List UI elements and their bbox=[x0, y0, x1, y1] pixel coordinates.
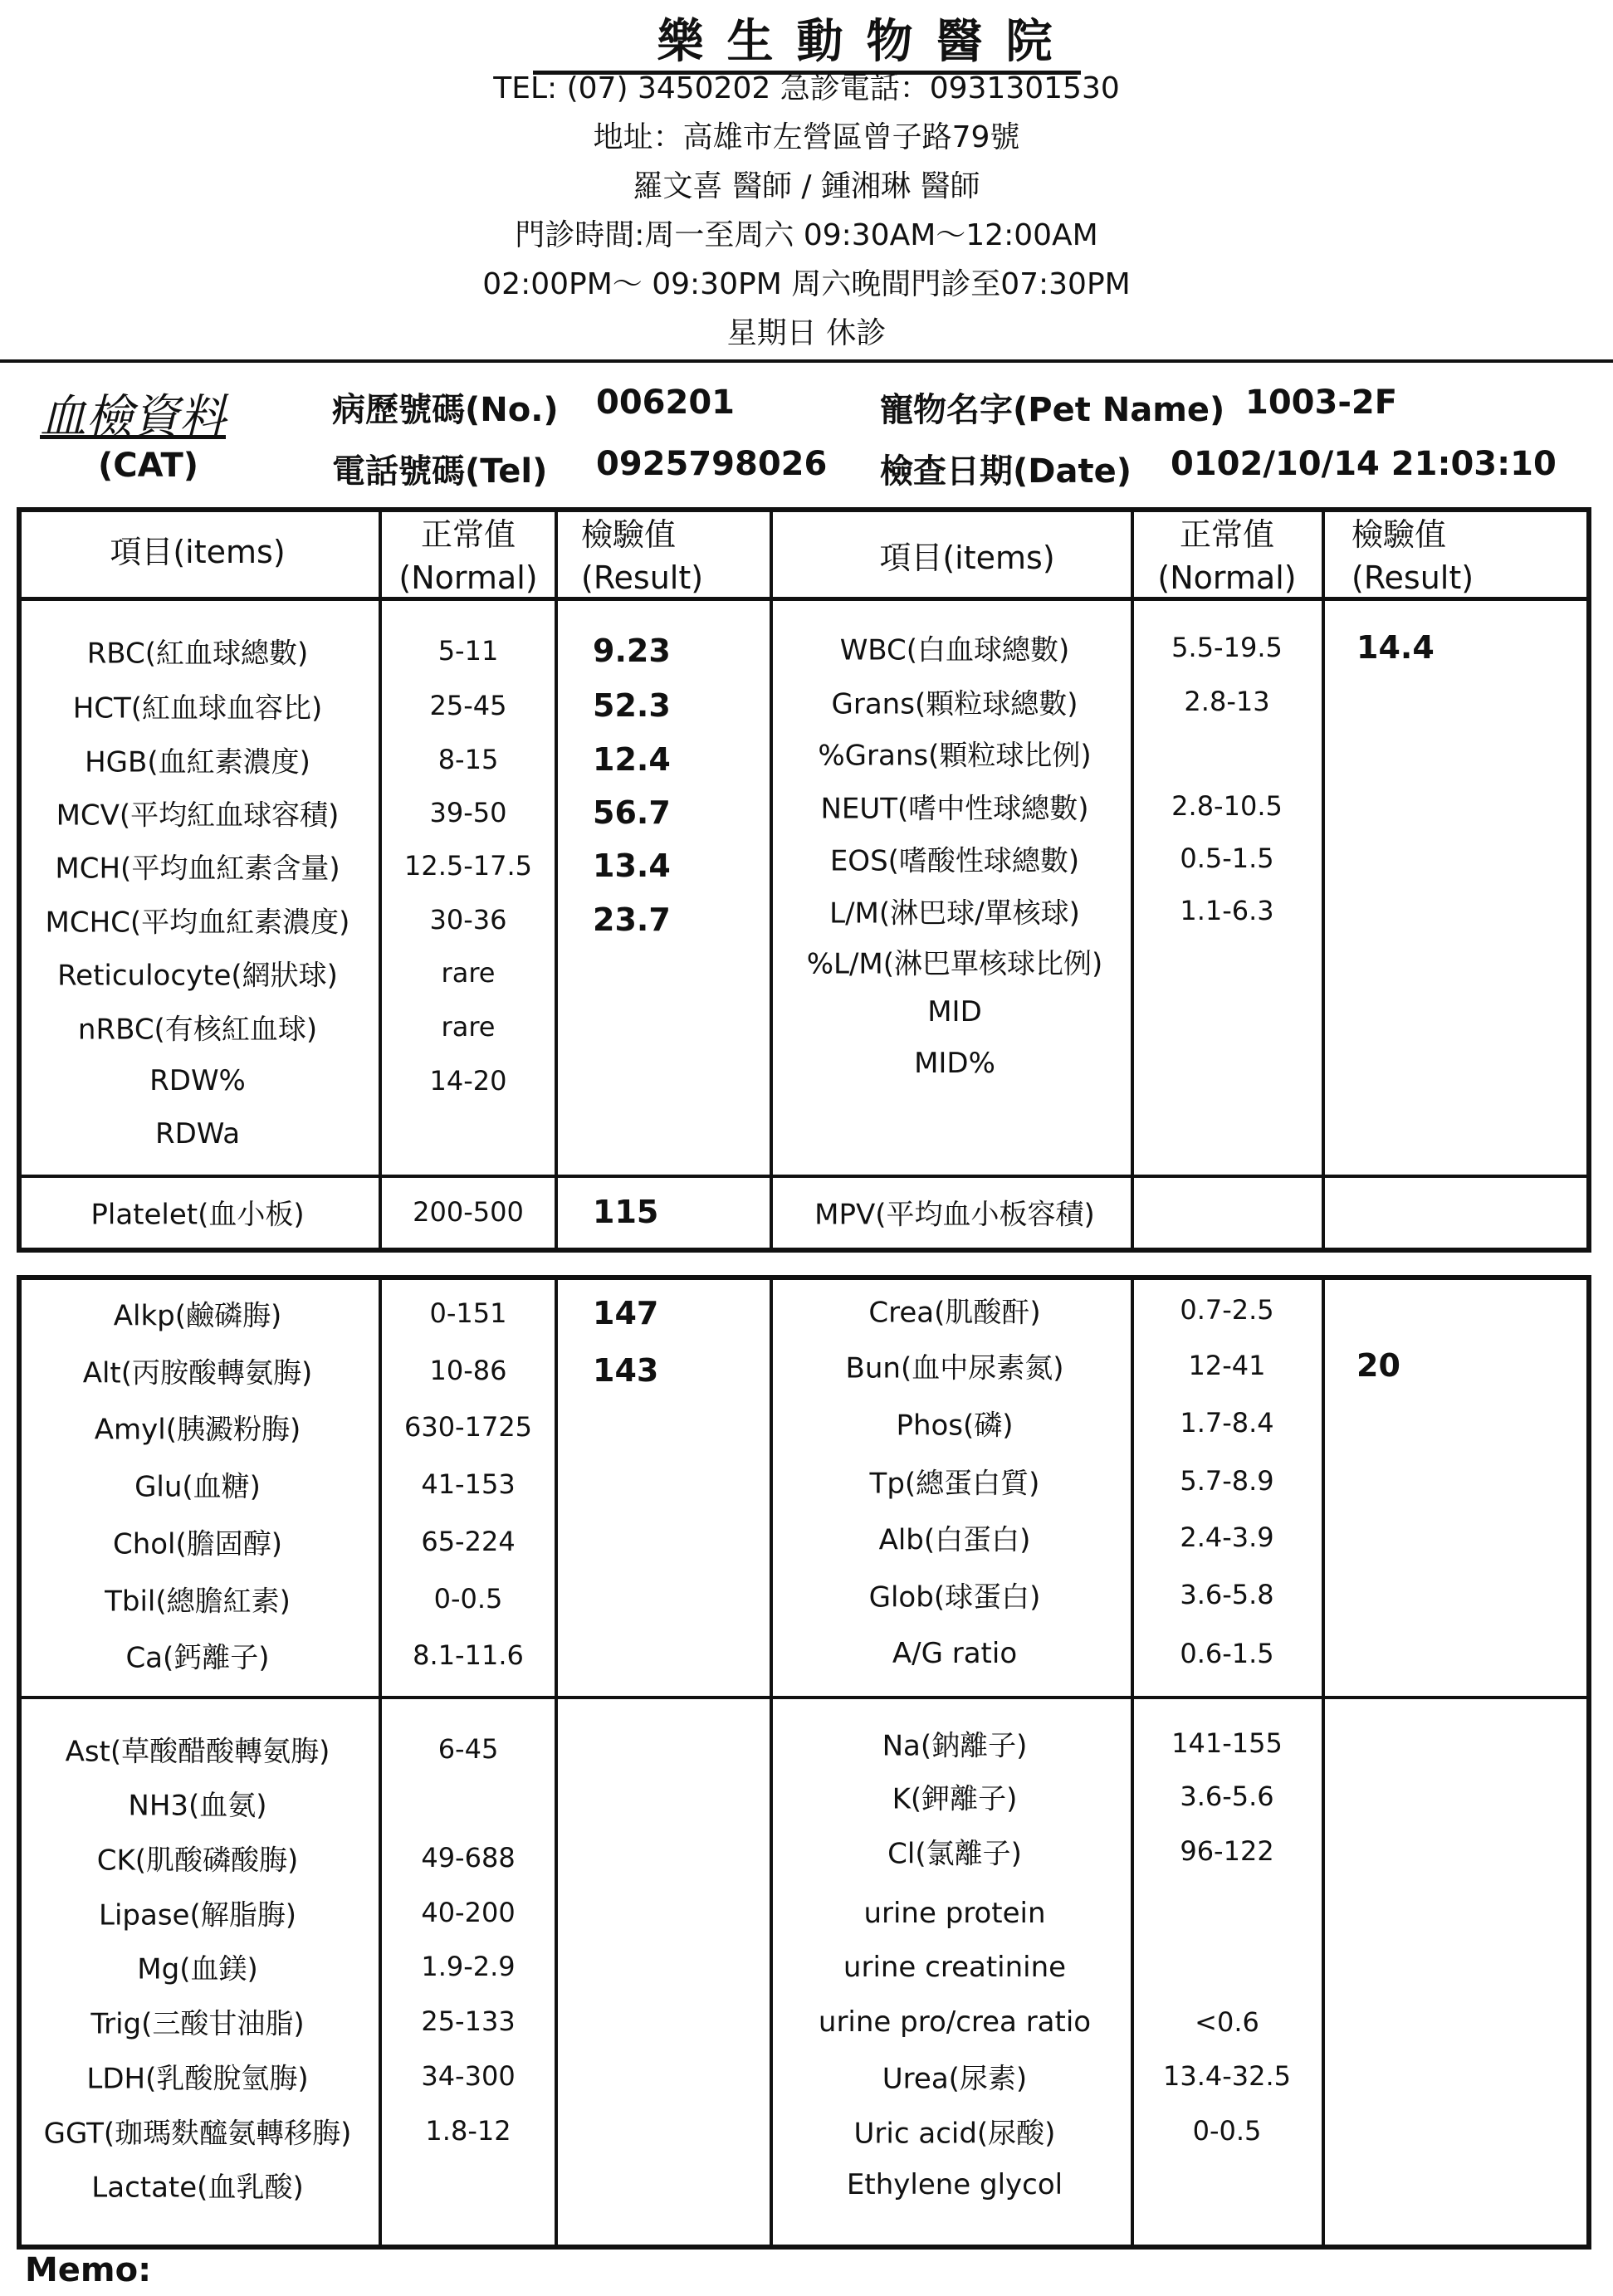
normal-range: 2.8-13 bbox=[1184, 686, 1270, 717]
clinic-hours-3: 星期日 休診 bbox=[726, 316, 887, 350]
result-value: 23.7 bbox=[593, 901, 671, 938]
record-tel-value: 0925798026 bbox=[596, 445, 828, 483]
normal-range: <0.6 bbox=[1195, 2006, 1259, 2038]
clinic-hours-2: 02:00PM～ 09:30PM 周六晚間門診至07:30PM bbox=[482, 267, 1131, 301]
clinic-address: 地址：高雄市左營區曾子路79號 bbox=[593, 120, 1020, 154]
normal-range: 0.7-2.5 bbox=[1180, 1294, 1274, 1326]
item-label: L/M(淋巴球/單核球) bbox=[829, 896, 1080, 931]
normal-range: 13.4-32.5 bbox=[1162, 2060, 1292, 2092]
col-rule bbox=[555, 1275, 558, 2250]
item-label: nRBC(有核紅血球) bbox=[77, 1013, 318, 1047]
item-label: urine pro/crea ratio bbox=[818, 2005, 1092, 2039]
normal-range: 0.6-1.5 bbox=[1180, 1638, 1274, 1669]
clinic-doctors: 羅文喜 醫師 / 鍾湘琳 醫師 bbox=[633, 169, 980, 203]
normal-range: 12-41 bbox=[1188, 1350, 1266, 1381]
col-rule bbox=[1131, 507, 1134, 1253]
record-tel-label: 電話號碼(Tel) bbox=[332, 452, 548, 491]
item-label: %L/M(淋巴單核球比例) bbox=[806, 947, 1103, 981]
normal-range: 10-86 bbox=[429, 1355, 507, 1386]
result-value: 143 bbox=[593, 1352, 659, 1389]
item-label: Tp(總蛋白質) bbox=[869, 1467, 1040, 1501]
item-label: Alt(丙胺酸轉氨脢) bbox=[82, 1356, 313, 1390]
result-value: 14.4 bbox=[1356, 629, 1435, 666]
normal-range: 0-0.5 bbox=[433, 1583, 503, 1615]
item-label: GGT(珈瑪麩醯氨轉移脢) bbox=[43, 2117, 352, 2151]
item-label: Na(鈉離子) bbox=[882, 1729, 1028, 1763]
item-label: Mg(血鎂) bbox=[137, 1952, 258, 1986]
clinic-hours-1: 門診時間:周一至周六 09:30AM～12:00AM bbox=[515, 218, 1098, 252]
record-species: (CAT) bbox=[98, 447, 199, 485]
normal-range: 5.7-8.9 bbox=[1180, 1465, 1274, 1497]
result-value: 56.7 bbox=[593, 794, 671, 831]
record-no-value: 006201 bbox=[596, 383, 735, 422]
header-divider bbox=[0, 359, 1613, 363]
normal-range: 0-151 bbox=[429, 1297, 507, 1329]
item-label: LDH(乳酸脫氫脢) bbox=[86, 2062, 309, 2096]
item-label: MCH(平均血紅素含量) bbox=[55, 852, 340, 886]
normal-range: 0.5-1.5 bbox=[1180, 843, 1274, 874]
item-label: Phos(磷) bbox=[896, 1409, 1014, 1443]
item-label: urine creatinine bbox=[843, 1951, 1067, 1984]
item-label: MID% bbox=[914, 1047, 995, 1080]
item-label: A/G ratio bbox=[892, 1637, 1018, 1670]
normal-range: 96-122 bbox=[1180, 1835, 1274, 1867]
item-label: MCHC(平均血紅素濃度) bbox=[45, 906, 350, 940]
memo-label: Memo: bbox=[25, 2251, 152, 2289]
item-label: Platelet(血小板) bbox=[90, 1198, 305, 1232]
normal-range: 30-36 bbox=[429, 904, 507, 935]
item-label: Urea(尿素) bbox=[882, 2062, 1028, 2096]
header-result-left: 檢驗值 (Result) bbox=[581, 516, 704, 596]
normal-range: 1.1-6.3 bbox=[1180, 895, 1274, 926]
normal-range: 5-11 bbox=[437, 635, 499, 667]
clinic-name: 樂生動物醫院 bbox=[0, 5, 1613, 71]
normal-range: 6-45 bbox=[437, 1733, 499, 1765]
normal-range: 630-1725 bbox=[403, 1411, 533, 1443]
normal-range: 2.8-10.5 bbox=[1171, 790, 1283, 822]
normal-range: 141-155 bbox=[1171, 1727, 1283, 1759]
item-label: K(鉀離子) bbox=[892, 1782, 1018, 1816]
item-label: Amyl(胰澱粉脢) bbox=[94, 1413, 301, 1447]
col-rule bbox=[379, 507, 382, 1253]
normal-range: 1.9-2.9 bbox=[421, 1951, 516, 1982]
item-label: Alkp(鹼磷脢) bbox=[113, 1299, 282, 1333]
item-label: Trig(三酸甘油脂) bbox=[90, 2007, 305, 2041]
item-label: Grans(顆粒球總數) bbox=[831, 687, 1078, 721]
item-label: HGB(血紅素濃度) bbox=[85, 745, 310, 779]
normal-range: 3.6-5.6 bbox=[1180, 1781, 1274, 1812]
record-title: 血檢資料 bbox=[40, 390, 226, 444]
item-label: Ast(草酸醋酸轉氨脢) bbox=[65, 1735, 330, 1769]
result-value: 9.23 bbox=[593, 633, 671, 669]
result-value: 20 bbox=[1356, 1347, 1400, 1384]
item-label: Crea(肌酸酐) bbox=[868, 1296, 1041, 1330]
item-label: %Grans(顆粒球比例) bbox=[818, 739, 1092, 773]
item-label: Glu(血糖) bbox=[134, 1470, 261, 1504]
chemistry-section-rule bbox=[17, 1696, 1591, 1699]
col-rule bbox=[770, 507, 773, 1253]
result-value: 12.4 bbox=[593, 741, 671, 778]
record-pet-label: 寵物名字(Pet Name) bbox=[880, 391, 1225, 429]
item-label: Tbil(總膽紅素) bbox=[105, 1585, 291, 1619]
normal-range: 2.4-3.9 bbox=[1180, 1522, 1274, 1553]
col-rule bbox=[770, 1275, 773, 2250]
normal-range: 34-300 bbox=[421, 2060, 516, 2092]
normal-range: 12.5-17.5 bbox=[403, 850, 533, 882]
item-label: Ca(鈣離子) bbox=[125, 1641, 270, 1675]
item-label: Uric acid(尿酸) bbox=[853, 2117, 1056, 2151]
normal-range: 8.1-11.6 bbox=[413, 1639, 524, 1671]
normal-range: 1.8-12 bbox=[425, 2115, 511, 2147]
item-label: MCV(平均紅血球容積) bbox=[56, 799, 340, 833]
item-label: urine protein bbox=[863, 1897, 1046, 1930]
item-label: Chol(膽固醇) bbox=[112, 1527, 283, 1561]
col-rule bbox=[1131, 1275, 1134, 2250]
item-label: Alb(白蛋白) bbox=[878, 1523, 1031, 1557]
normal-range: 3.6-5.8 bbox=[1180, 1579, 1274, 1610]
result-value: 147 bbox=[593, 1295, 659, 1331]
normal-range: rare bbox=[441, 957, 496, 989]
col-rule bbox=[555, 507, 558, 1253]
normal-range: 14-20 bbox=[429, 1065, 507, 1097]
col-rule bbox=[379, 1275, 382, 2250]
item-label: HCT(紅血球血容比) bbox=[72, 691, 323, 725]
platelet-rule bbox=[17, 1175, 1591, 1178]
item-label: CK(肌酸磷酸脢) bbox=[96, 1844, 299, 1878]
item-label: NEUT(嗜中性球總數) bbox=[820, 792, 1089, 826]
header-items-right: 項目(items) bbox=[879, 540, 1055, 576]
normal-range: 200-500 bbox=[413, 1196, 524, 1228]
normal-range: 1.7-8.4 bbox=[1180, 1407, 1274, 1439]
item-label: RDW% bbox=[149, 1064, 246, 1097]
header-result-right: 檢驗值 (Result) bbox=[1351, 516, 1474, 596]
normal-range: 5.5-19.5 bbox=[1171, 632, 1283, 663]
item-label: Bun(血中尿素氮) bbox=[845, 1351, 1064, 1385]
item-label: Lipase(解脂脢) bbox=[99, 1898, 296, 1932]
item-label: MID bbox=[927, 995, 982, 1028]
normal-range: 25-45 bbox=[429, 690, 507, 721]
item-label: RBC(紅血球總數) bbox=[86, 637, 309, 671]
header-normal-left: 正常值 (Normal) bbox=[398, 516, 538, 596]
header-normal-right: 正常值 (Normal) bbox=[1157, 516, 1297, 596]
record-date-value: 0102/10/14 21:03:10 bbox=[1171, 445, 1557, 483]
result-value: 52.3 bbox=[593, 687, 671, 724]
record-no-label: 病歷號碼(No.) bbox=[332, 391, 559, 429]
item-label: Glob(球蛋白) bbox=[868, 1580, 1041, 1615]
item-label: NH3(血氨) bbox=[128, 1789, 267, 1823]
item-label: RDWa bbox=[154, 1117, 241, 1150]
normal-range: 8-15 bbox=[437, 744, 499, 775]
result-value: 13.4 bbox=[593, 848, 671, 884]
item-label: MPV(平均血小板容積) bbox=[814, 1198, 1095, 1232]
item-label: Lactate(血乳酸) bbox=[91, 2171, 304, 2205]
normal-range: 65-224 bbox=[421, 1526, 516, 1557]
result-value: 115 bbox=[593, 1194, 659, 1230]
normal-range: 40-200 bbox=[421, 1897, 516, 1928]
clinic-tel: TEL: (07) 3450202 急診電話：0931301530 bbox=[493, 71, 1120, 105]
col-rule bbox=[1322, 507, 1325, 1253]
col-rule bbox=[1322, 1275, 1325, 2250]
record-date-label: 檢查日期(Date) bbox=[880, 452, 1132, 491]
item-label: Reticulocyte(網狀球) bbox=[57, 959, 338, 993]
item-label: EOS(嗜酸性球總數) bbox=[829, 844, 1080, 878]
record-pet-value: 1003-2F bbox=[1245, 383, 1398, 422]
normal-range: 0-0.5 bbox=[1192, 2115, 1262, 2147]
item-label: Ethylene glycol bbox=[846, 2168, 1063, 2201]
normal-range: 49-688 bbox=[421, 1842, 516, 1873]
item-label: WBC(白血球總數) bbox=[839, 633, 1070, 667]
item-label: Cl(氯離子) bbox=[887, 1837, 1022, 1871]
normal-range: 25-133 bbox=[421, 2005, 516, 2037]
normal-range: 39-50 bbox=[429, 797, 507, 828]
header-items-left: 項目(items) bbox=[110, 534, 286, 570]
normal-range: rare bbox=[441, 1011, 496, 1043]
normal-range: 41-153 bbox=[421, 1468, 516, 1500]
